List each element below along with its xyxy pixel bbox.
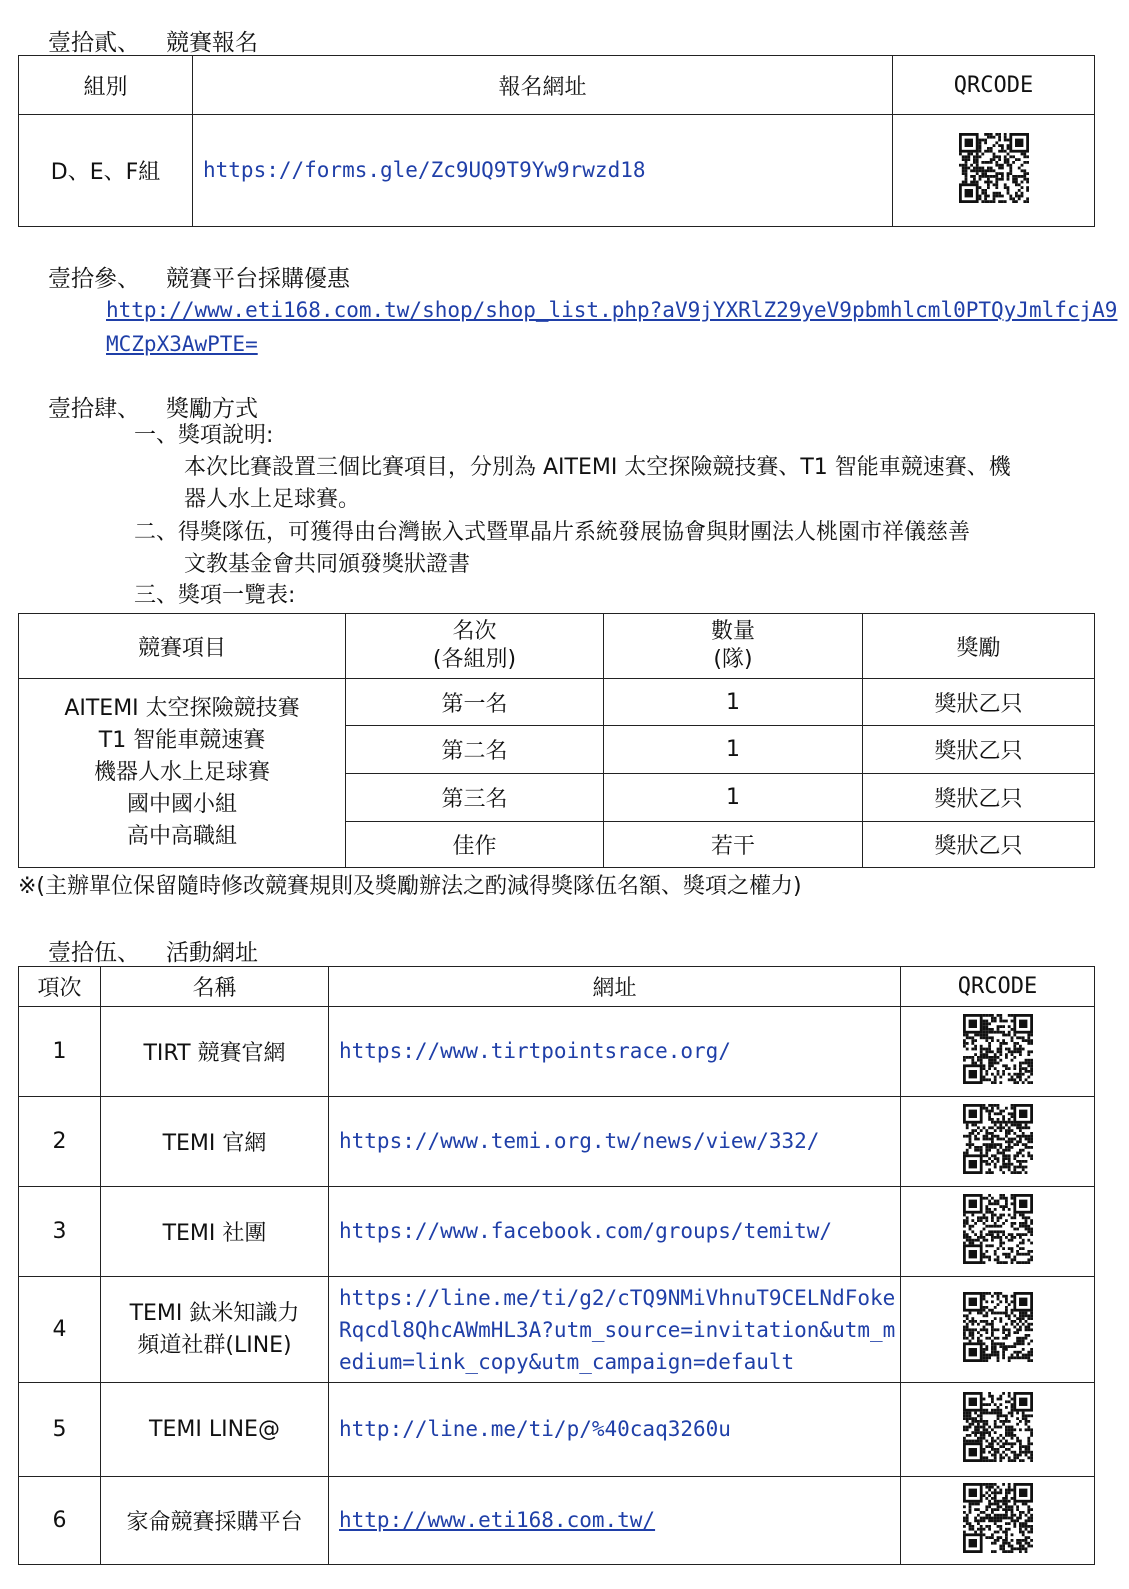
row-no: 6: [19, 1477, 101, 1565]
row-url-cell: [329, 1277, 901, 1383]
qr-code-icon: [959, 133, 1029, 209]
rank-cell: 佳作: [346, 822, 604, 868]
row-url-cell: [329, 1187, 901, 1277]
reward-cell: 獎狀乙只: [863, 726, 1095, 774]
header-url: 網址: [329, 967, 901, 1007]
header-qrcode: QRCODE: [901, 967, 1095, 1007]
header-url: 報名網址: [193, 56, 893, 115]
row-name: TEMI 官網: [101, 1097, 329, 1187]
header-qty-line-2: (隊): [713, 647, 753, 672]
eti-shop-link[interactable]: [106, 293, 1117, 361]
qr-cell: [901, 1277, 1095, 1383]
header-rank-line-2: (各組別): [432, 647, 517, 672]
award-item-3: 三、獎項一覽表:: [134, 583, 296, 608]
row-name-line-2: 頻道社群(LINE): [137, 1332, 292, 1358]
section-number: 壹拾參、: [48, 266, 140, 292]
section-12-heading: [48, 24, 258, 57]
row-name: TEMI LINE@: [101, 1383, 329, 1477]
header-quantity: [604, 614, 863, 679]
header-event: 競賽項目: [19, 614, 346, 679]
row-name-line-1: TEMI 鈦米知識力: [129, 1300, 300, 1326]
event-name: 機器人水上足球賽: [93, 760, 270, 785]
site-link[interactable]: http://www.eti168.com.tw/: [339, 1508, 656, 1532]
qr-code-icon: [963, 1292, 1033, 1368]
row-name: [101, 1277, 329, 1383]
section-number: 壹拾貳、: [48, 30, 140, 56]
qr-cell: [901, 1007, 1095, 1097]
row-no: 1: [19, 1007, 101, 1097]
row-url-cell: [329, 1477, 901, 1565]
section-13-heading: [48, 260, 350, 293]
event-name: T1 智能車競速賽: [98, 728, 266, 753]
qty-cell: 1: [604, 726, 863, 774]
header-qrcode: QRCODE: [893, 56, 1095, 115]
qr-code-icon: [963, 1194, 1033, 1270]
qr-cell: [901, 1097, 1095, 1187]
event-group: 國中國小組: [126, 792, 237, 817]
group-cell: D、E、F組: [19, 115, 193, 227]
award-item-2-line-2: 文教基金會共同頒發獎狀證書: [184, 552, 471, 577]
header-rank-line-1: 名次: [452, 619, 497, 644]
section-title: 獎勵方式: [166, 396, 258, 422]
site-link[interactable]: https://www.tirtpointsrace.org/: [339, 1039, 731, 1063]
row-name: TIRT 競賽官網: [101, 1007, 329, 1097]
qty-cell: 1: [604, 679, 863, 726]
section-title: 競賽報名: [166, 30, 258, 56]
award-note: ※(主辦單位保留隨時修改競賽規則及獎勵辦法之酌減得獎隊伍名額、獎項之權力): [18, 874, 802, 899]
qr-code-icon: [963, 1392, 1033, 1468]
qr-code-icon: [963, 1104, 1033, 1180]
site-link-line-2[interactable]: Rqcdl8QhcAWmHL3A?utm_source=invitation&utm_m: [339, 1317, 896, 1342]
registration-table: [18, 55, 1095, 227]
section-number: 壹拾伍、: [48, 940, 140, 966]
row-no: 5: [19, 1383, 101, 1477]
site-link[interactable]: https://www.facebook.com/groups/temitw/: [339, 1219, 833, 1243]
award-item-1-text-line-1: 本次比賽設置三個比賽項目，分別為 AITEMI 太空探險競技賽、T1 智能車競速賽、機: [184, 455, 1011, 480]
qr-cell: [901, 1383, 1095, 1477]
link-line-1[interactable]: http://www.eti168.com.tw/shop/shop_list.php?aV9jYXRlZ29yeV9pbmhlcml0PTQyJmlfcjA9: [106, 298, 1118, 322]
event-list-cell: [19, 679, 346, 868]
award-item-1: 一、獎項說明:: [134, 423, 274, 448]
header-reward: 獎勵: [863, 614, 1095, 679]
qr-cell: [901, 1187, 1095, 1277]
row-url-cell: [329, 1007, 901, 1097]
section-number: 壹拾肆、: [48, 396, 140, 422]
activity-sites-table: [18, 966, 1095, 1565]
rank-cell: 第一名: [346, 679, 604, 726]
header-name: 名稱: [101, 967, 329, 1007]
row-no: 3: [19, 1187, 101, 1277]
award-item-1-text-line-2: 器人水上足球賽。: [184, 487, 361, 512]
registration-url-cell: [193, 115, 893, 227]
rank-cell: 第三名: [346, 774, 604, 822]
site-link[interactable]: http://line.me/ti/p/%40caq3260u: [339, 1417, 731, 1441]
section-15-heading: [48, 934, 258, 967]
qty-cell: 若干: [604, 822, 863, 868]
header-qty-line-1: 數量: [710, 619, 755, 644]
link-line-2[interactable]: MCZpX3AwPTE=: [106, 332, 258, 356]
row-url-cell: [329, 1097, 901, 1187]
qr-cell: [893, 115, 1095, 227]
event-name: AITEMI 太空探險競技賽: [64, 696, 300, 721]
header-rank: [346, 614, 604, 679]
site-link-line-3[interactable]: edium=link_copy&utm_campaign=default: [339, 1349, 795, 1374]
qr-cell: [901, 1477, 1095, 1565]
award-item-2-line-1: 二、得獎隊伍，可獲得由台灣嵌入式暨單晶片系統發展協會與財團法人桃園市祥儀慈善: [134, 520, 971, 545]
rank-cell: 第二名: [346, 726, 604, 774]
row-no: 2: [19, 1097, 101, 1187]
qr-code-icon: [963, 1014, 1033, 1090]
registration-link[interactable]: https://forms.gle/Zc9UQ9T9Yw9rwzd18: [203, 158, 646, 182]
row-url-cell: [329, 1383, 901, 1477]
section-title: 活動網址: [166, 940, 258, 966]
event-group: 高中高職組: [126, 824, 237, 849]
award-table: [18, 613, 1095, 868]
section-14-heading: [48, 390, 258, 423]
section-title: 競賽平台採購優惠: [166, 266, 350, 292]
row-name: TEMI 社團: [101, 1187, 329, 1277]
qty-cell: 1: [604, 774, 863, 822]
row-name: 家侖競賽採購平台: [101, 1477, 329, 1565]
reward-cell: 獎狀乙只: [863, 822, 1095, 868]
qr-code-icon: [963, 1483, 1033, 1559]
reward-cell: 獎狀乙只: [863, 679, 1095, 726]
header-no: 項次: [19, 967, 101, 1007]
header-group: 組別: [19, 56, 193, 115]
row-no: 4: [19, 1277, 101, 1383]
reward-cell: 獎狀乙只: [863, 774, 1095, 822]
site-link[interactable]: https://www.temi.org.tw/news/view/332/: [339, 1129, 820, 1153]
site-link-line-1[interactable]: https://line.me/ti/g2/cTQ9NMiVhnuT9CELNdFoke: [339, 1285, 896, 1310]
